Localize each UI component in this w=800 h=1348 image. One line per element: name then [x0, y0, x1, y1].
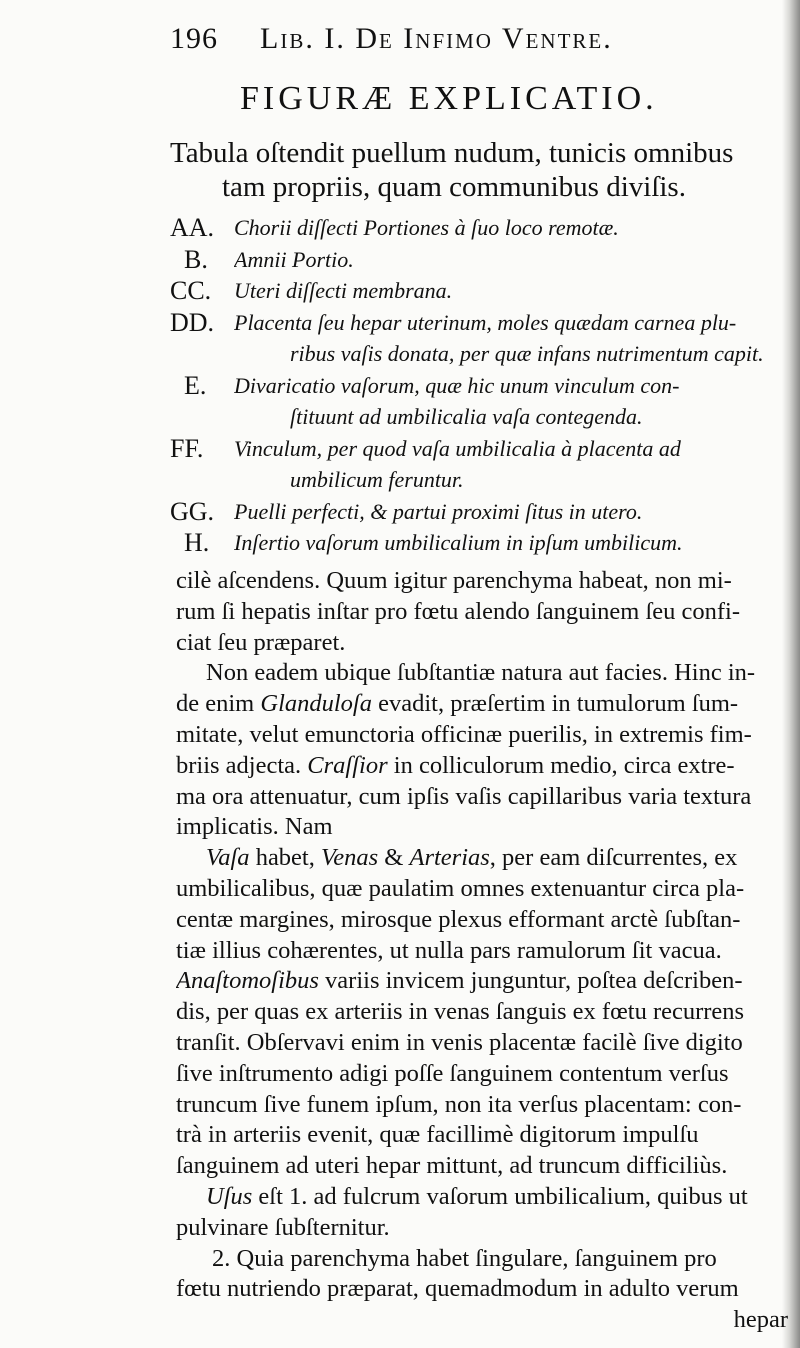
text-run: variis invicem junguntur, poſtea deſcriben- [318, 967, 743, 995]
text-line: Non eadem ubique ſubſtantiæ natura aut facies. Hinc in- [206, 659, 756, 687]
text-line: rum ſi hepatis inſtar pro fœtu alendo ſanguinem ſeu confi- [176, 597, 741, 625]
legend-entry-dd [170, 307, 782, 370]
italic-term: Anaſtomoſibus [176, 967, 319, 995]
text-run: habet, [249, 844, 321, 872]
text-line: fœtu nutriendo præparat, quemadmodum in adulto verum [176, 1275, 739, 1303]
legend-entry-cc [170, 275, 782, 307]
text-line [176, 1182, 792, 1213]
italic-term: Vaſa [206, 844, 250, 872]
legend-key: GG. [170, 496, 215, 526]
body-text [176, 566, 792, 1336]
figure-legend [170, 212, 782, 559]
legend-key: DD. [170, 307, 215, 337]
legend-text-continued: ribus vaſis donata, per quæ infans nutrimentum capit. [290, 341, 764, 366]
text-line: tiæ illius cohærentes, ut nulla pars ramulorum ſit vacua. [176, 936, 722, 964]
italic-term: Venas [321, 844, 379, 872]
text-run: , per eam diſcurrentes, ex [489, 844, 738, 872]
text-line: mitate, velut emunctoria officinæ puerilis, in extremis fim- [176, 720, 752, 748]
text-line [176, 966, 792, 997]
text-run: eſt 1. ad fulcrum vaſorum umbilicalium, quibus ut [252, 1182, 748, 1210]
legend-entry-b [170, 244, 782, 276]
italic-term: Arterias [409, 844, 490, 872]
legend-text-continued: ſtituunt ad umbilicalia vaſa contegenda. [290, 404, 643, 429]
text-line: dis, per quas ex arteriis in venas ſanguis ex fœtu recurrens [176, 998, 745, 1026]
legend-text: Placenta ſeu hepar uterinum, moles quædam carnea plu- [234, 309, 737, 335]
running-title: Lib. I. De Infimo Ventre. [260, 22, 613, 55]
italic-term: Uſus [206, 1182, 253, 1210]
legend-key: H. [184, 528, 210, 557]
running-head [170, 22, 730, 62]
legend-text-continued: umbilicum feruntur. [290, 467, 464, 492]
text-run: evadit, præſertim in tumulorum ſum- [372, 690, 739, 718]
text-line: ma ora attenuatur, cum ipſis vaſis capillaribus varia textura [176, 782, 752, 810]
legend-key: CC. [170, 276, 212, 305]
legend-key: FF. [170, 433, 204, 463]
text-line: 2. Quia parenchyma habet ſingulare, ſanguinem pro [212, 1244, 717, 1272]
page-number: 196 [170, 22, 218, 55]
text-line: pulvinare ſubſternitur. [176, 1213, 390, 1241]
catchword: hepar [733, 1306, 788, 1334]
legend-entry-e [170, 370, 782, 433]
legend-key: AA. [170, 213, 215, 242]
legend-entry-gg [170, 496, 782, 528]
legend-entry-h [170, 527, 782, 559]
legend-text: Divaricatio vaſorum, quæ hic unum vinculum con- [234, 372, 680, 398]
figure-intro [170, 136, 780, 204]
text-line: implicatis. Nam [176, 813, 333, 841]
legend-text: Chorii diſſecti Portiones à ſuo loco remotæ. [234, 215, 619, 240]
legend-entry-ff [170, 433, 782, 496]
text-line: ſanguinem ad uteri hepar mittunt, ad truncum difficiliùs. [176, 1152, 728, 1180]
legend-key: E. [184, 370, 207, 400]
text-line [176, 689, 792, 720]
legend-text: Inſertio vaſorum umbilicalium in ipſum umbilicum. [234, 530, 683, 555]
text-line: ſive inſtrumento adigi poſſe ſanguinem contentum verſus [176, 1059, 729, 1087]
text-run: in colliculorum medio, circa extre- [387, 751, 735, 779]
text-line: umbilicalibus, quæ paulatim omnes extenuantur circa pla- [176, 874, 745, 902]
legend-entry-aa [170, 212, 782, 244]
text-run: de enim [176, 690, 261, 718]
legend-text: Vinculum, per quod vaſa umbilicalia à placenta ad [234, 435, 681, 461]
page-title: FIGURÆ EXPLICATIO. [240, 80, 658, 117]
text-line [176, 751, 792, 782]
text-run: & [378, 844, 410, 872]
text-line: truncum ſive funem ipſum, non ita verſus placentam: con- [176, 1090, 742, 1118]
text-line: centæ margines, mirosque plexus efformant arctè ſubſtan- [176, 905, 741, 933]
legend-key: B. [184, 244, 208, 274]
legend-text: Uteri diſſecti membrana. [234, 278, 453, 303]
intro-line: tam propriis, quam communibus diviſis. [222, 171, 686, 203]
text-line: ciat ſeu præparet. [176, 628, 346, 656]
text-line: trà in arteriis evenit, quæ facillimè digitorum impulſu [176, 1121, 699, 1149]
text-line: cilè aſcendens. Quum igitur parenchyma habeat, non mi- [176, 567, 732, 594]
legend-text: Puelli perfecti, & partui proximi ſitus in utero. [234, 498, 643, 524]
intro-line: Tabula oſtendit puellum nudum, tunicis omnibus [170, 137, 734, 169]
text-run: briis adjecta. [176, 751, 308, 779]
text-line [176, 843, 792, 874]
italic-term: Glanduloſa [260, 690, 372, 718]
text-line: tranſit. Obſervavi enim in venis placentæ facilè ſive digito [176, 1028, 743, 1056]
italic-term: Craſſior [307, 751, 388, 779]
legend-text: Amnii Portio. [234, 246, 354, 272]
